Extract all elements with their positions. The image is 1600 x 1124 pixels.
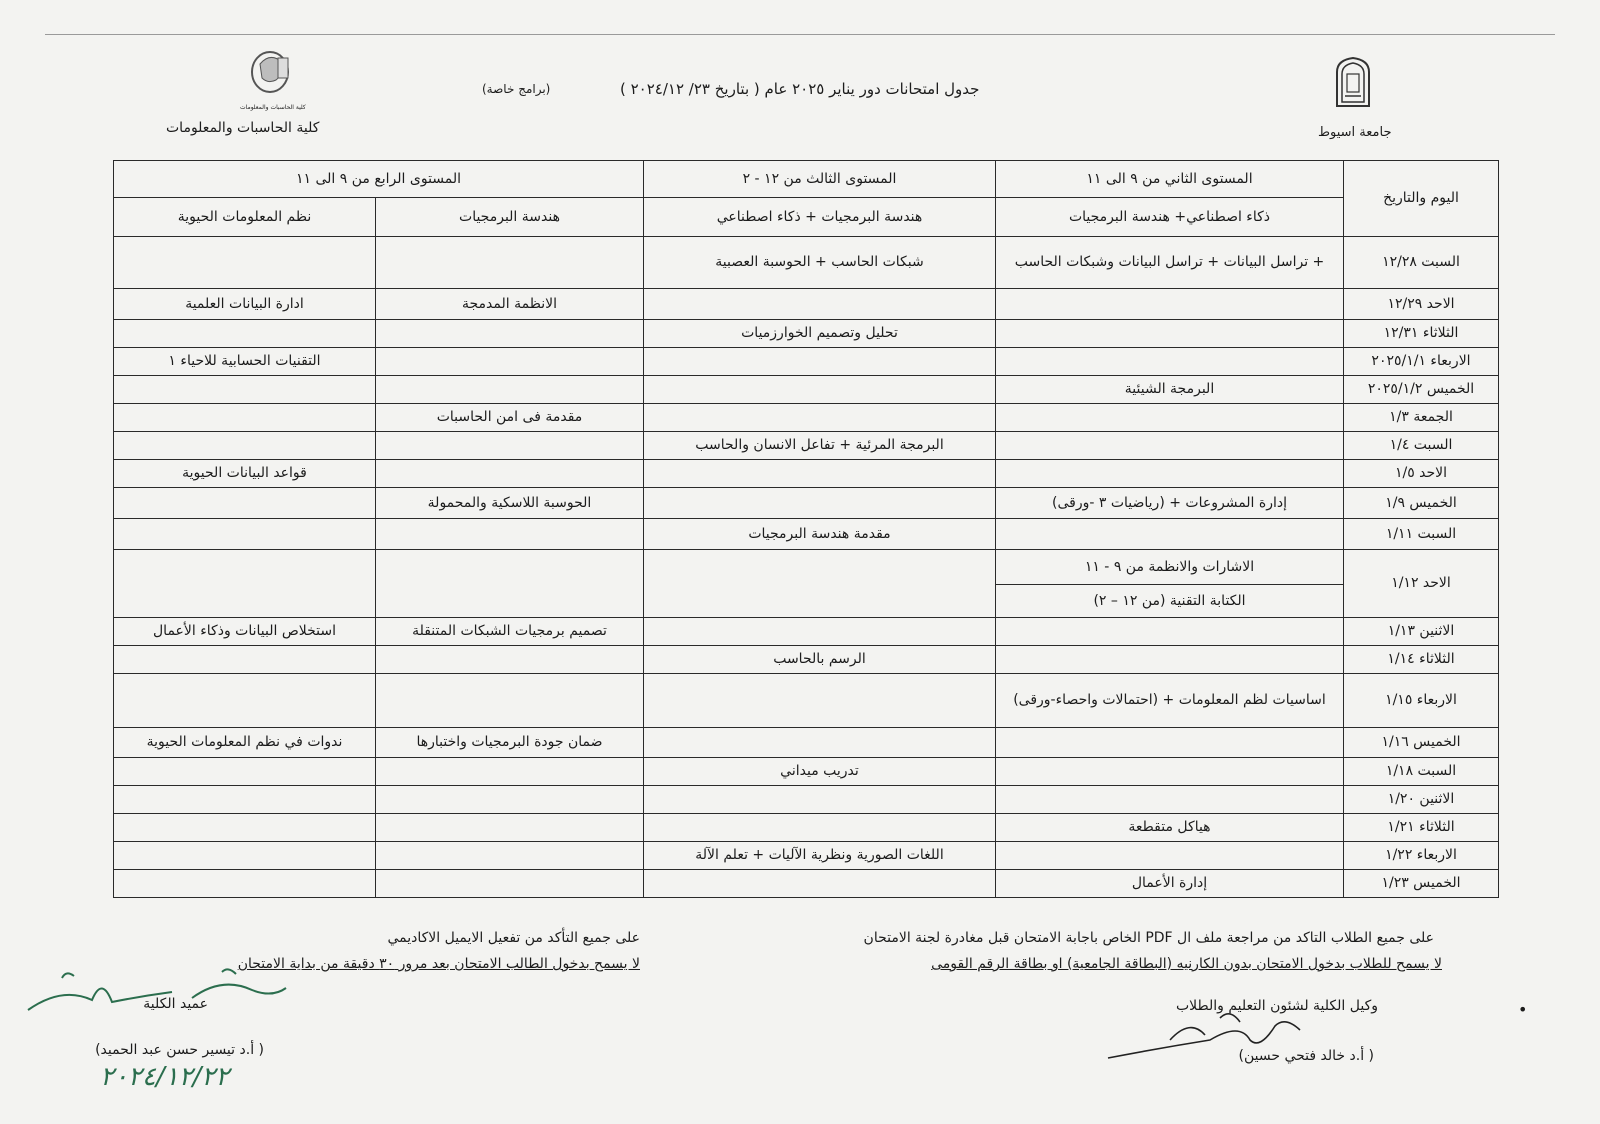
faculty-logo-caption: كلية الحاسبات والمعلومات	[240, 104, 306, 111]
level2-programs: ذكاء اصطناعي+ هندسة البرمجيات	[996, 198, 1344, 237]
level2-header: المستوى الثاني من ٩ الى ١١	[996, 161, 1344, 198]
level4-bio-cell	[114, 674, 376, 728]
level4-bio-cell	[114, 646, 376, 674]
level3-cell	[644, 460, 996, 488]
level3-cell	[644, 404, 996, 432]
level3-cell: تحليل وتصميم الخوارزميات	[644, 320, 996, 348]
level2-cell	[996, 460, 1344, 488]
vice-dean-name: ( أ.د خالد فتحي حسين)	[1238, 1048, 1374, 1064]
day-cell: الخميس ١/٢٣	[1344, 870, 1499, 898]
exam-schedule-table	[113, 160, 1499, 898]
day-cell: السبت ١/١١	[1344, 519, 1499, 550]
bullet-marker: •	[1518, 1000, 1528, 1019]
level2-cell-morning: الاشارات والانظمة من ٩ - ١١	[996, 550, 1343, 585]
level4-se-cell	[376, 460, 644, 488]
level4-se-cell	[376, 320, 644, 348]
level4-bio-cell: التقنيات الحسابية للاحياء ١	[114, 348, 376, 376]
level4-bio-cell	[114, 814, 376, 842]
level4-bio-cell	[114, 758, 376, 786]
dean-name: ( أ.د تيسير حسن عبد الحميد)	[95, 1042, 264, 1058]
level2-cell: إدارة الأعمال	[996, 870, 1344, 898]
day-cell: الثلاثاء ١/١٤	[1344, 646, 1499, 674]
level4-se-cell: الحوسبة اللاسكية والمحمولة	[376, 488, 644, 519]
level4-se-cell	[376, 646, 644, 674]
table-row	[114, 786, 1499, 814]
day-cell: الاربعاء ٢٠٢٥/١/١	[1344, 348, 1499, 376]
table-row	[114, 237, 1499, 289]
level4-bio-cell	[114, 237, 376, 289]
level2-cell	[996, 646, 1344, 674]
day-cell: الاربعاء ١/١٥	[1344, 674, 1499, 728]
level3-cell	[644, 814, 996, 842]
level4-bio-cell	[114, 376, 376, 404]
level3-cell: مقدمة هندسة البرمجيات	[644, 519, 996, 550]
day-cell: السبت ١/٤	[1344, 432, 1499, 460]
vice-dean-title: وكيل الكلية لشئون التعليم والطلاب	[1175, 998, 1378, 1014]
table-row	[114, 460, 1499, 488]
note-pdf-review: على جميع الطلاب التاكد من مراجعة ملف ال PDF الخاص باجابة الامتحان قبل مغادرة لجنة الامتحان	[863, 930, 1434, 946]
table-row	[114, 289, 1499, 320]
dean-title: عميد الكلية	[143, 996, 208, 1012]
table-row	[114, 728, 1499, 758]
day-cell: السبت ١٢/٢٨	[1344, 237, 1499, 289]
level2-cell	[996, 432, 1344, 460]
level4-se-cell	[376, 519, 644, 550]
level4-se-cell	[376, 376, 644, 404]
level3-programs: هندسة البرمجيات + ذكاء اصطناعي	[644, 198, 996, 237]
level4-se-cell	[376, 674, 644, 728]
level2-cell: البرمجة الشيئية	[996, 376, 1344, 404]
university-logo-icon	[1333, 56, 1373, 108]
page-subtitle: (برامج خاصة)	[482, 82, 551, 96]
dean-signature-date: ٢٠٢٤/١٢/٢٢	[100, 1062, 230, 1092]
level3-cell: شبكات الحاسب + الحوسبة العصبية	[644, 237, 996, 289]
level2-cell	[996, 618, 1344, 646]
level4-se-cell	[376, 348, 644, 376]
table-row	[114, 376, 1499, 404]
level2-cell	[996, 348, 1344, 376]
level3-cell	[644, 618, 996, 646]
level2-cell	[996, 758, 1344, 786]
level2-cell	[996, 842, 1344, 870]
table-row	[114, 519, 1499, 550]
level4-se-cell	[376, 870, 644, 898]
table-row	[114, 674, 1499, 728]
top-rule	[45, 34, 1555, 35]
faculty-logo-icon	[240, 48, 300, 112]
level4-bio-cell	[114, 404, 376, 432]
level3-cell	[644, 674, 996, 728]
level2-cell	[996, 320, 1344, 348]
day-cell: الخميس ١/١٦	[1344, 728, 1499, 758]
level4-se-cell	[376, 758, 644, 786]
table-row	[114, 814, 1499, 842]
level3-cell	[644, 786, 996, 814]
note-id-required: لا يسمح للطلاب بدخول الامتحان بدون الكارنيه (البطاقة الجامعية) او بطاقة الرقم القومى	[931, 956, 1442, 972]
level2-cell	[996, 519, 1344, 550]
day-cell: الثلاثاء ١/٢١	[1344, 814, 1499, 842]
level4-se-cell: تصميم برمجيات الشبكات المتنقلة	[376, 618, 644, 646]
level4-se-program: هندسة البرمجيات	[376, 198, 644, 237]
level4-se-cell	[376, 814, 644, 842]
level4-bio-cell	[114, 842, 376, 870]
level2-cell: هياكل متقطعة	[996, 814, 1344, 842]
note-late-entry: لا يسمح بدخول الطالب الامتحان بعد مرور ٣٠ دقيقة من بداية الامتحان	[237, 956, 640, 972]
day-cell: الاحد ١٢/٢٩	[1344, 289, 1499, 320]
level3-cell: البرمجة المرئية + تفاعل الانسان والحاسب	[644, 432, 996, 460]
level4-bio-cell: استخلاص البيانات وذكاء الأعمال	[114, 618, 376, 646]
faculty-name: كلية الحاسبات والمعلومات	[166, 120, 320, 136]
level4-se-cell: ضمان جودة البرمجيات واختبارها	[376, 728, 644, 758]
day-cell: الاحد ١/٥	[1344, 460, 1499, 488]
table-row	[114, 320, 1499, 348]
level4-se-cell: الانظمة المدمجة	[376, 289, 644, 320]
level4-bio-cell	[114, 519, 376, 550]
table-row	[114, 758, 1499, 786]
level3-cell	[644, 488, 996, 519]
university-name: جامعة اسيوط	[1318, 125, 1392, 140]
level4-bio-cell	[114, 320, 376, 348]
level3-cell	[644, 870, 996, 898]
level4-bio-cell: ندوات في نظم المعلومات الحيوية	[114, 728, 376, 758]
level3-cell	[644, 348, 996, 376]
level2-split-cell	[996, 550, 1344, 618]
level2-cell: إدارة المشروعات + (رياضيات ٣ -ورقى)	[996, 488, 1344, 519]
level3-cell: الرسم بالحاسب	[644, 646, 996, 674]
page-title: جدول امتحانات دور يناير ٢٠٢٥ عام ( بتاريخ ٢٣/ ٢٠٢٤/١٢ )	[620, 80, 980, 98]
level3-cell: تدريب ميداني	[644, 758, 996, 786]
level2-cell	[996, 404, 1344, 432]
level3-cell	[644, 376, 996, 404]
day-cell: الخميس ٢٠٢٥/١/٢	[1344, 376, 1499, 404]
level4-bio-cell: ادارة البيانات العلمية	[114, 289, 376, 320]
level4-bio-cell	[114, 488, 376, 519]
level4-header: المستوى الرابع من ٩ الى ١١	[114, 161, 644, 198]
level4-bio-program: نظم المعلومات الحيوية	[114, 198, 376, 237]
level2-cell	[996, 289, 1344, 320]
day-cell: السبت ١/١٨	[1344, 758, 1499, 786]
level4-bio-cell	[114, 550, 376, 618]
table-row	[114, 488, 1499, 519]
level2-cell: + تراسل البيانات + تراسل البيانات وشبكات الحاسب	[996, 237, 1344, 289]
level3-cell	[644, 550, 996, 618]
level4-se-cell	[376, 237, 644, 289]
note-email-activation: على جميع التأكد من تفعيل الايميل الاكاديمي	[387, 930, 640, 946]
level3-header: المستوى الثالث من ١٢ - ٢	[644, 161, 996, 198]
level2-cell	[996, 728, 1344, 758]
table-row	[114, 432, 1499, 460]
table-row	[114, 646, 1499, 674]
table-row	[114, 348, 1499, 376]
level4-bio-cell	[114, 786, 376, 814]
level2-cell	[996, 786, 1344, 814]
day-cell: الجمعة ١/٣	[1344, 404, 1499, 432]
level4-bio-cell	[114, 870, 376, 898]
table-row	[114, 404, 1499, 432]
level4-bio-cell: قواعد البيانات الحيوية	[114, 460, 376, 488]
dean-signature-icon	[22, 966, 292, 1026]
level2-cell: اساسيات لظم المعلومات + (احتمالات واحصاء-ورقى)	[996, 674, 1344, 728]
vice-dean-signature-icon	[1100, 1000, 1320, 1070]
table-row	[114, 870, 1499, 898]
level3-cell	[644, 728, 996, 758]
level4-se-cell	[376, 786, 644, 814]
table-row	[114, 842, 1499, 870]
level4-se-cell	[376, 550, 644, 618]
day-cell: الاثنين ١/١٣	[1344, 618, 1499, 646]
day-cell: الثلاثاء ١٢/٣١	[1344, 320, 1499, 348]
level4-bio-cell	[114, 432, 376, 460]
day-cell: الاثنين ١/٢٠	[1344, 786, 1499, 814]
table-row	[114, 550, 1499, 618]
day-cell: الاربعاء ١/٢٢	[1344, 842, 1499, 870]
day-cell: الخميس ١/٩	[1344, 488, 1499, 519]
level4-se-cell	[376, 432, 644, 460]
table-row	[114, 618, 1499, 646]
level3-cell	[644, 289, 996, 320]
level4-se-cell: مقدمة فى امن الحاسبات	[376, 404, 644, 432]
day-cell: الاحد ١/١٢	[1344, 550, 1499, 618]
day-column-header: اليوم والتاريخ	[1344, 161, 1499, 237]
level2-cell-afternoon: الكتابة التقنية (من ١٢ – ٢)	[1093, 593, 1246, 609]
level4-se-cell	[376, 842, 644, 870]
level3-cell: اللغات الصورية ونظرية الآليات + تعلم الآلة	[644, 842, 996, 870]
